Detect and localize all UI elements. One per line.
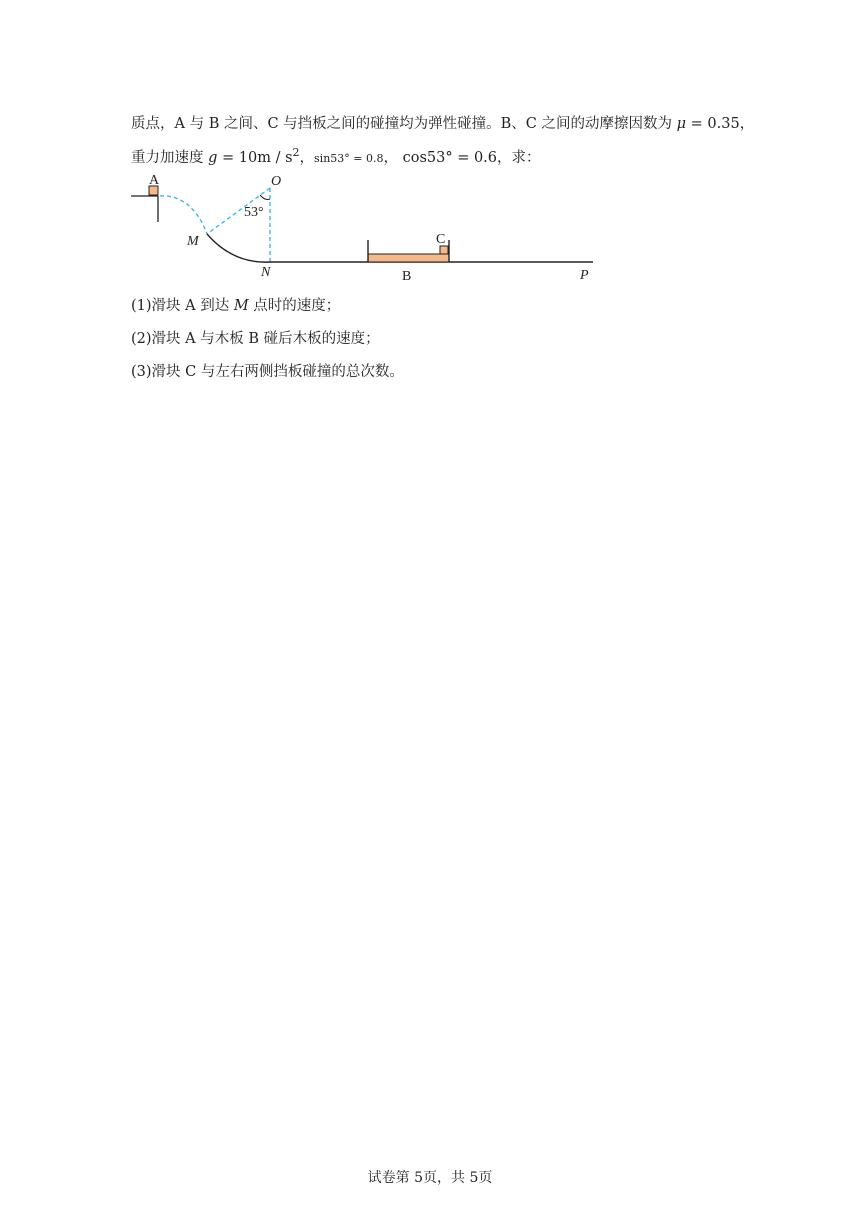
label-b: B <box>402 269 412 284</box>
circular-track <box>207 234 270 262</box>
label-p: P <box>580 268 589 283</box>
physics-diagram <box>125 168 605 288</box>
question-1: (1)滑块 A 到达 M 点时的速度； <box>131 298 341 314</box>
page-footer: 试卷第 5页，共 5页 <box>367 1170 493 1186</box>
label-m: M <box>187 234 199 249</box>
label-a: A <box>149 173 160 188</box>
label-n: N <box>261 265 271 280</box>
problem-text-line-2: 重力加速度 $g = 10m / s^2$，sin53° = 0.8， cos53° = 0.6，求： <box>131 146 541 166</box>
question-3: (3)滑块 C 与左右两侧挡板碰撞的总次数。 <box>131 364 404 380</box>
board-b <box>368 254 449 262</box>
angle-arc <box>260 195 270 200</box>
label-c: C <box>436 232 446 247</box>
question-2: (2)滑块 A 与木板 B 碰后木板的速度； <box>131 331 380 347</box>
label-angle: 53° <box>244 205 264 220</box>
trajectory-dashed <box>160 196 207 234</box>
problem-text-line-1: 质点，A 与 B 之间、C 与挡板之间的碰撞均为弹性碰撞。B、C 之间的动摩擦因数为 μ = 0.35， <box>131 116 755 132</box>
label-o: O <box>271 174 282 189</box>
block-c <box>440 246 448 254</box>
